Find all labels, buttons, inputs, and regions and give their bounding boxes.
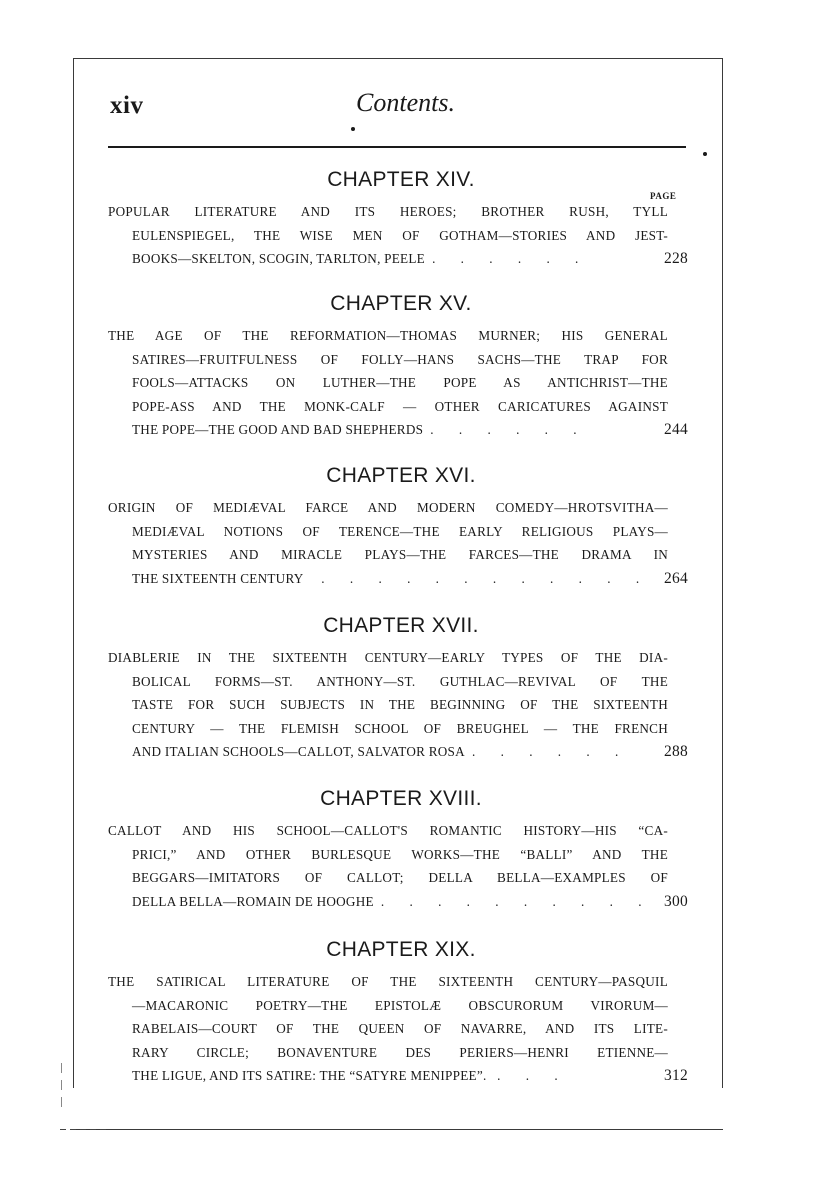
dot-leader: . . . . . . . . . . bbox=[380, 893, 653, 909]
entry-line: POPULAR LITERATURE AND ITS HEROES; BROTHER RUSH, TYLL bbox=[108, 204, 668, 219]
entry-text: THE POPE—THE GOOD AND BAD SHEPHERDS bbox=[132, 422, 424, 438]
dot-leader: . . . . . . . . . . . . bbox=[321, 570, 651, 586]
entry-page-number: 264 bbox=[664, 569, 688, 587]
chapter-entry bbox=[108, 646, 688, 764]
chapter-title: CHAPTER XVIII. bbox=[320, 787, 482, 810]
chapter-entry bbox=[108, 496, 688, 590]
entry-line-last bbox=[132, 567, 668, 591]
entry-text: DELLA BELLA—ROMAIN DE HOOGHE bbox=[132, 893, 374, 909]
speck-mark bbox=[703, 152, 707, 156]
entry-line-last bbox=[132, 1064, 668, 1088]
chapter-section bbox=[108, 938, 688, 1088]
entry-line: ORIGIN OF MEDIÆVAL FARCE AND MODERN COMEDY—HROTSVITHA— bbox=[108, 500, 668, 515]
chapter-title: CHAPTER XVII. bbox=[323, 614, 479, 637]
entry-text: THE SIXTEENTH CENTURY bbox=[132, 570, 304, 586]
running-title: Contents. bbox=[356, 88, 455, 117]
entry-line: CENTURY — THE FLEMISH SCHOOL OF BREUGHEL — THE FRENCH bbox=[132, 720, 668, 736]
chapter-title: CHAPTER XIX. bbox=[326, 938, 476, 961]
dot-leader: . . . bbox=[497, 1068, 569, 1084]
chapter-title: CHAPTER XIV. bbox=[327, 168, 475, 191]
entry-line: CALLOT AND HIS SCHOOL—CALLOT'S ROMANTIC HISTORY—HIS “CA- bbox=[108, 823, 668, 838]
entry-line: PRICI,” AND OTHER BURLESQUE WORKS—THE “BALLI” AND THE bbox=[132, 846, 668, 862]
page-frame-bottom bbox=[73, 1129, 723, 1130]
entry-line-last bbox=[132, 890, 668, 914]
chapter-section bbox=[108, 464, 688, 590]
page-number: xiv bbox=[110, 92, 144, 119]
entry-page-number: 312 bbox=[664, 1067, 688, 1085]
entry-line: THE SATIRICAL LITERATURE OF THE SIXTEENTH CENTURY—PASQUIL bbox=[108, 974, 668, 989]
entry-line: RARY CIRCLE; BONAVENTURE DES PERIERS—HENRI ETIENNE— bbox=[132, 1044, 668, 1060]
chapter-title: CHAPTER XVI. bbox=[326, 464, 476, 487]
chapter-section bbox=[108, 292, 688, 442]
dot-leader: . . . . . . bbox=[472, 744, 630, 760]
chapter-entry bbox=[108, 324, 688, 442]
entry-page-number: 244 bbox=[664, 421, 688, 439]
chapter-entry bbox=[108, 819, 688, 913]
entry-page-number: 288 bbox=[664, 743, 688, 761]
chapter-section bbox=[108, 787, 688, 913]
chapter-section bbox=[108, 168, 688, 271]
entry-line: BOLICAL FORMS—ST. ANTHONY—ST. GUTHLAC—REVIVAL OF THE bbox=[132, 673, 668, 689]
entry-line: EULENSPIEGEL, THE WISE MEN OF GOTHAM—STORIES AND JEST- bbox=[132, 227, 668, 243]
entry-line: MEDIÆVAL NOTIONS OF TERENCE—THE EARLY RELIGIOUS PLAYS— bbox=[132, 523, 668, 539]
entry-text: BOOKS—SKELTON, SCOGIN, TARLTON, PEELE bbox=[132, 251, 425, 267]
entry-line-last bbox=[132, 418, 668, 442]
entry-page-number: 300 bbox=[664, 892, 688, 910]
page-column-label: PAGE bbox=[650, 191, 677, 201]
entry-line: —MACARONIC POETRY—THE EPISTOLÆ OBSCURORUM VIRORUM— bbox=[132, 997, 668, 1013]
speck-mark bbox=[351, 127, 355, 131]
scan-tick-mark bbox=[61, 1063, 62, 1073]
entry-line-last bbox=[132, 247, 668, 271]
scan-tick-mark bbox=[61, 1097, 62, 1107]
entry-line: THE AGE OF THE REFORMATION—THOMAS MURNER; HIS GENERAL bbox=[108, 328, 668, 343]
dot-leader: . . . . . . bbox=[430, 422, 588, 438]
entry-line: DIABLERIE IN THE SIXTEENTH CENTURY—EARLY TYPES OF THE DIA- bbox=[108, 650, 668, 665]
chapter-entry bbox=[108, 200, 688, 271]
chapter-entry bbox=[108, 970, 688, 1088]
entry-line: POPE-ASS AND THE MONK-CALF — OTHER CARICATURES AGAINST bbox=[132, 398, 668, 414]
page-frame-left bbox=[73, 58, 74, 1088]
header-rule bbox=[108, 146, 686, 148]
chapter-section bbox=[108, 614, 688, 764]
entry-line: FOOLS—ATTACKS ON LUTHER—THE POPE AS ANTICHRIST—THE bbox=[132, 375, 668, 391]
entry-line: RABELAIS—COURT OF THE QUEEN OF NAVARRE, AND ITS LITE- bbox=[132, 1021, 668, 1037]
entry-line: BEGGARS—IMITATORS OF CALLOT; DELLA BELLA—EXAMPLES OF bbox=[132, 870, 668, 886]
entry-text: THE LIGUE, AND ITS SATIRE: THE “SATYRE MENIPPEE”. bbox=[132, 1068, 487, 1084]
entry-text: AND ITALIAN SCHOOLS—CALLOT, SALVATOR ROSA bbox=[132, 744, 465, 760]
entry-line-last bbox=[132, 740, 668, 764]
entry-line: MYSTERIES AND MIRACLE PLAYS—THE FARCES—THE DRAMA IN bbox=[132, 547, 668, 563]
chapter-title: CHAPTER XV. bbox=[330, 292, 472, 315]
entry-page-number: 228 bbox=[664, 250, 688, 268]
entry-line: TASTE FOR SUCH SUBJECTS IN THE BEGINNING OF THE SIXTEENTH bbox=[132, 697, 668, 713]
scan-tick-mark bbox=[61, 1080, 62, 1090]
page-frame-top bbox=[73, 58, 723, 59]
entry-line: SATIRES—FRUITFULNESS OF FOLLY—HANS SACHS—THE TRAP FOR bbox=[132, 351, 668, 367]
dot-leader: . . . . . . bbox=[432, 251, 590, 267]
page-frame-right bbox=[722, 58, 723, 1088]
scan-dash-mark bbox=[60, 1129, 108, 1130]
